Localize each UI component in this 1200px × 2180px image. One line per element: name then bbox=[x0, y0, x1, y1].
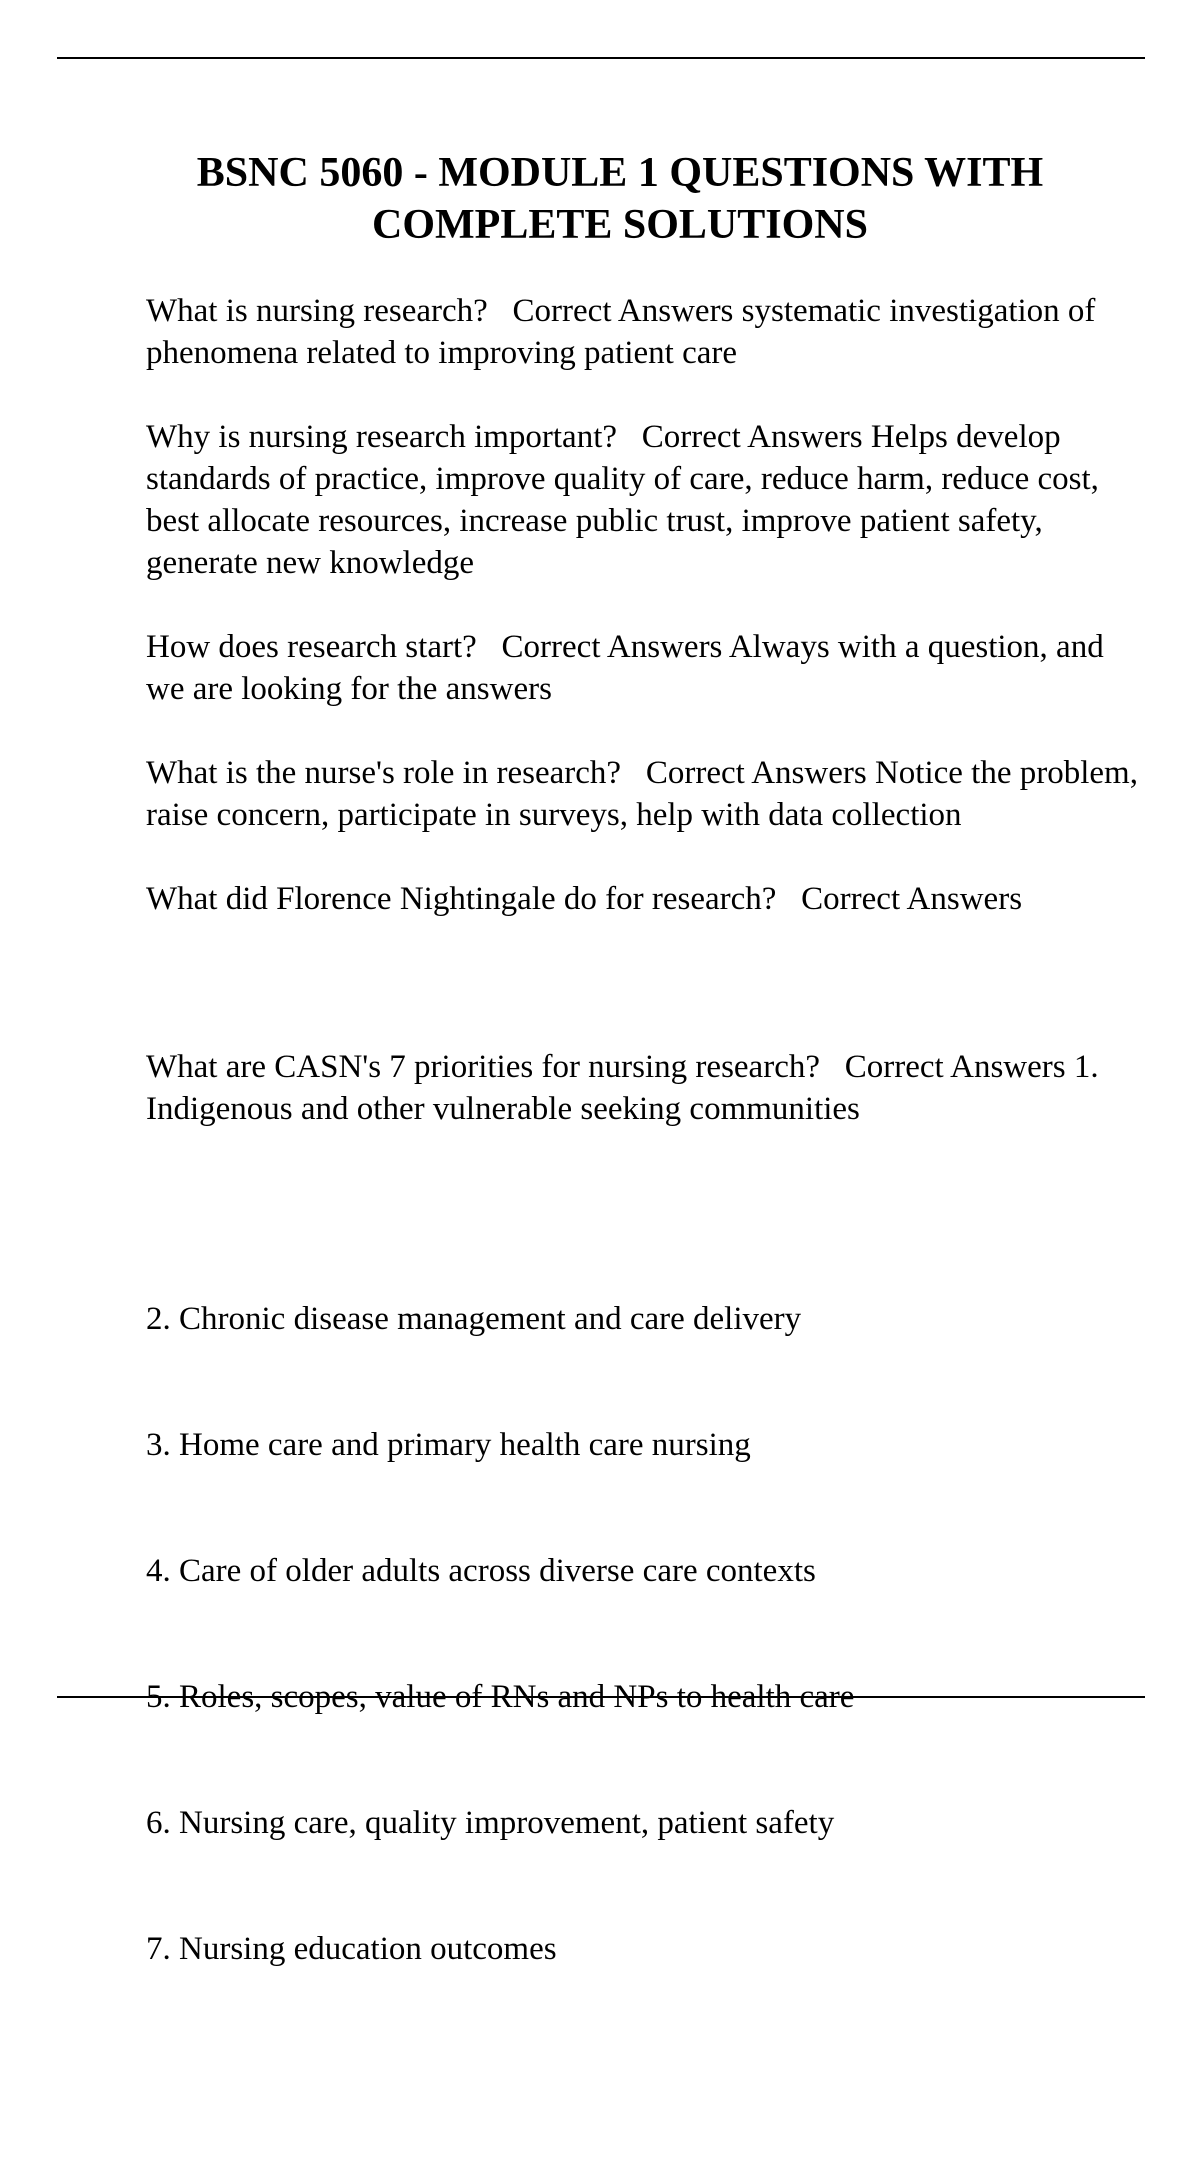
page-title bbox=[100, 147, 1140, 251]
answer-label: Correct Answers bbox=[501, 629, 723, 665]
answer-text: systematic investigation of phenomena related to improving patient care bbox=[146, 293, 1104, 371]
qa-item-4 bbox=[146, 752, 1146, 836]
answer-text: 1. Indigenous and other vulnerable seeking communities bbox=[146, 1049, 1107, 1127]
qa-item-5 bbox=[146, 878, 1146, 920]
question-text: What is the nurse's role in research? bbox=[146, 755, 622, 791]
priority-item: 4. Care of older adults across diverse care contexts bbox=[146, 1553, 816, 1589]
question-text: What is nursing research? bbox=[146, 293, 488, 329]
answer-label: Correct Answers bbox=[844, 1049, 1066, 1085]
document-body bbox=[146, 290, 1146, 2180]
top-rule bbox=[57, 57, 1145, 59]
answer-label: Correct Answers bbox=[641, 419, 863, 455]
question-text: How does research start? bbox=[146, 629, 477, 665]
priority-item: 5. Roles, scopes, value of RNs and NPs to health care bbox=[146, 1679, 855, 1715]
bottom-rule bbox=[57, 1696, 1145, 1698]
qa-item-6 bbox=[146, 962, 1146, 2138]
page-title-line-1: BSNC 5060 - MODULE 1 QUESTIONS WITH bbox=[196, 150, 1044, 196]
priority-item: 3. Home care and primary health care nursing bbox=[146, 1427, 751, 1463]
qa-item-2 bbox=[146, 416, 1146, 584]
qa-item-3 bbox=[146, 626, 1146, 710]
answer-text: Notice the problem, raise concern, participate in surveys, help with data collection bbox=[146, 755, 1147, 833]
qa-item-1 bbox=[146, 290, 1146, 374]
priority-item: 7. Nursing education outcomes bbox=[146, 1931, 557, 1967]
question-text: What are CASN's 7 priorities for nursing research? bbox=[146, 1049, 820, 1085]
answer-label: Correct Answers bbox=[801, 881, 1023, 917]
answer-label: Correct Answers bbox=[645, 755, 867, 791]
question-text: What did Florence Nightingale do for research? bbox=[146, 881, 777, 917]
answer-text: Always with a question, and we are looking for the answers bbox=[146, 629, 1112, 707]
priority-item: 2. Chronic disease management and care delivery bbox=[146, 1301, 802, 1337]
answer-text: Helps develop standards of practice, improve quality of care, reduce harm, reduce cost, best allocate resources, increase public trust, improve patient safety, generate new knowledge bbox=[146, 419, 1108, 581]
priority-item: 6. Nursing care, quality improvement, patient safety bbox=[146, 1805, 835, 1841]
answer-label: Correct Answers bbox=[512, 293, 734, 329]
priority-list bbox=[146, 1214, 1146, 2054]
page-title-line-2: COMPLETE SOLUTIONS bbox=[372, 202, 868, 248]
question-text: Why is nursing research important? bbox=[146, 419, 618, 455]
